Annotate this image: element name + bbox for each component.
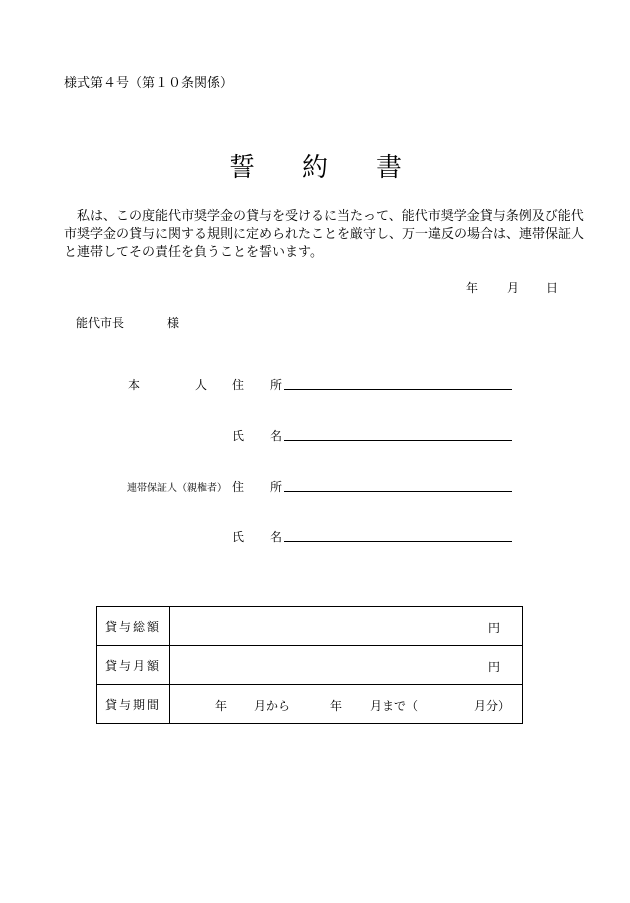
period-end-month: 月まで（ [370, 699, 419, 713]
pledge-line-3: と連帯してその責任を負うことを誓います。 [64, 245, 323, 260]
principal-name-line[interactable] [284, 440, 512, 441]
principal-address-label-1: 住 [232, 378, 245, 392]
table-row [97, 685, 523, 724]
date-month: 月 [507, 281, 520, 295]
loan-period-field[interactable] [170, 685, 523, 724]
date-year: 年 [466, 281, 479, 295]
document-title-char-2: 約 [302, 153, 329, 183]
total-loan-field[interactable] [170, 607, 523, 646]
pledge-text [64, 208, 594, 262]
loan-table [96, 606, 523, 724]
table-row [97, 607, 523, 646]
principal-name-label-1: 氏 [232, 429, 245, 443]
total-loan-unit: 円 [487, 621, 500, 635]
principal-address-label-2: 所 [270, 378, 283, 392]
period-months: 月分） [474, 699, 511, 713]
guarantor-label: 連帯保証人（親権者） [127, 483, 227, 494]
guarantor-address-line[interactable] [284, 491, 512, 492]
guarantor-address-label-2: 所 [270, 480, 283, 494]
guarantor-name-label-1: 氏 [232, 530, 245, 544]
principal-label-1: 本 [128, 378, 141, 392]
total-loan-label: 貸与総額 [97, 607, 170, 646]
period-start-month: 月から [254, 699, 291, 713]
guarantor-name-label-2: 名 [270, 530, 283, 544]
document-title-char-3: 書 [376, 153, 403, 183]
monthly-loan-label: 貸与月額 [97, 646, 170, 685]
monthly-loan-unit: 円 [487, 660, 500, 674]
period-start-year: 年 [215, 699, 228, 713]
principal-label-2: 人 [195, 378, 208, 392]
guarantor-name-line[interactable] [284, 541, 512, 542]
date-day: 日 [546, 281, 559, 295]
addressee-name: 能代市長 [76, 316, 125, 330]
guarantor-address-label-1: 住 [232, 480, 245, 494]
principal-address-line[interactable] [284, 389, 512, 390]
pledge-line-1: 私は、この度能代市奨学金の貸与を受けるに当たって、能代市奨学金貸与条例及び能代 [77, 209, 584, 224]
table-row [97, 646, 523, 685]
pledge-line-2: 市奨学金の貸与に関する規則に定められたことを厳守し、万一違反の場合は、連帯保証人 [64, 227, 585, 242]
principal-name-label-2: 名 [270, 429, 283, 443]
monthly-loan-field[interactable] [170, 646, 523, 685]
document-title-char-1: 誓 [229, 153, 256, 183]
loan-period-label: 貸与期間 [97, 685, 170, 724]
form-number: 様式第４号（第１０条関係） [64, 76, 234, 91]
addressee-honorific: 様 [167, 316, 180, 330]
period-end-year: 年 [330, 699, 343, 713]
